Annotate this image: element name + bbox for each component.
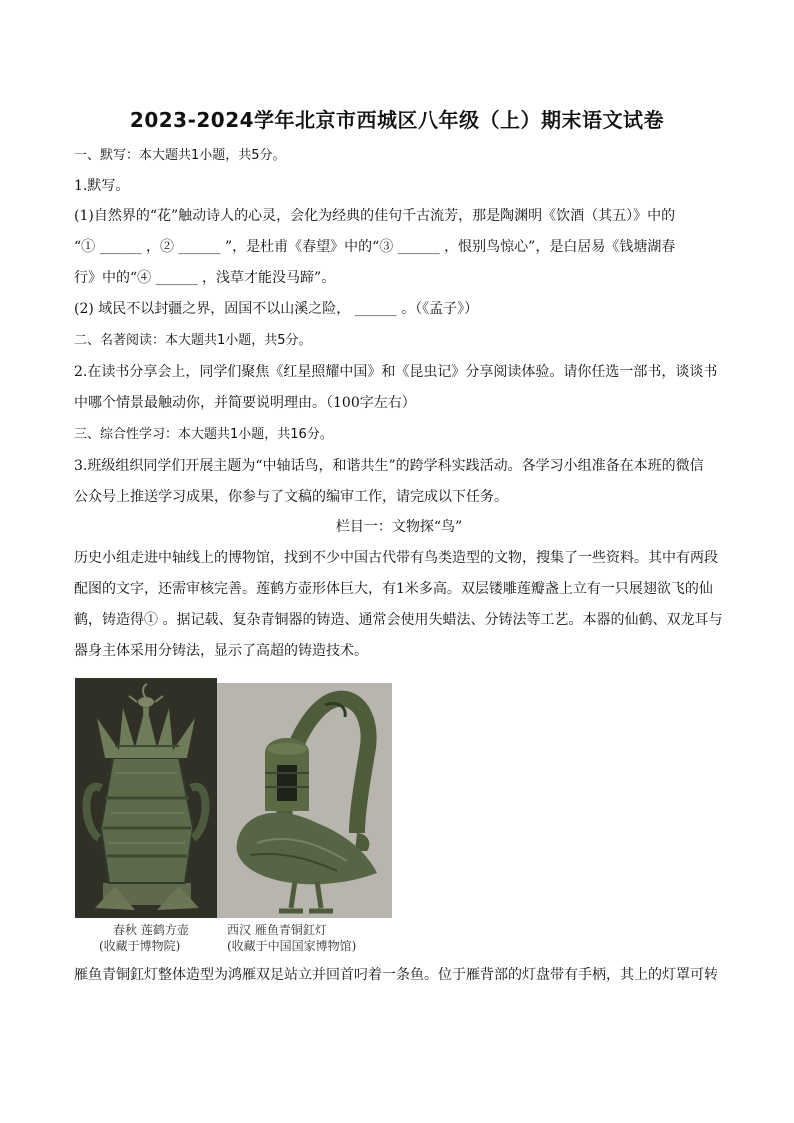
lianhe-fanghu-bronze-vessel-photo bbox=[75, 678, 217, 918]
caption-2-line2: (收藏于中国国家博物馆) bbox=[227, 939, 357, 953]
artifact-figure bbox=[75, 678, 392, 953]
caption-1-line1: 春秋 莲鹤方壶 bbox=[113, 923, 189, 937]
question-2-line1: 2.在读书分享会上，同学们聚焦《红星照耀中国》和《昆虫记》分享阅读体验。请你任选一部书，谈谈书 bbox=[74, 364, 718, 380]
section-heading-2: 二、名著阅读：本大题共1小题，共5分。 bbox=[74, 333, 312, 348]
yanyu-bronze-lamp-photo bbox=[217, 683, 392, 918]
question-1-part1-line3: 行》中的“④ ______ ，浅草才能没马蹄”。 bbox=[74, 270, 336, 286]
page-title: 2023-2024学年北京市西城区八年级（上）期末语文试卷 bbox=[129, 108, 665, 132]
column-heading: 栏目一：文物探“鸟” bbox=[335, 519, 463, 535]
history-para-line3: 鹤，铸造得① 。据记载、复杂青铜器的铸造、通常会使用失蜡法、分铸法等工艺。本器的仙鹤、双龙耳与 bbox=[74, 612, 723, 628]
history-para-line1: 历史小组走进中轴线上的博物馆，找到不少中国古代带有鸟类造型的文物，搜集了一些资料。其中有两段 bbox=[74, 550, 718, 566]
question-1-part1-line2: “① ______ ，② ______ ”，是杜甫《春望》中的“③ ______ ，恨别鸟惊心”，是白居易《钱塘湖春 bbox=[74, 239, 676, 255]
question-1-part2: (2) 域民不以封疆之界，固国不以山溪之险， ______ 。（《孟子》） bbox=[74, 301, 479, 317]
question-1-part1-line1: (1)自然界的“花”触动诗人的心灵，会化为经典的佳句千古流芳，那是陶渊明《饮酒（其五）》中的 bbox=[74, 208, 676, 224]
caption-1-line2: (收藏于博物院) bbox=[99, 939, 181, 953]
history-para-line2: 配图的文字，还需审核完善。莲鹤方壶形体巨大，有1米多高。双层镂雕莲瓣盏上立有一只展翅欲飞的仙 bbox=[74, 581, 713, 597]
question-1-heading: 1.默写。 bbox=[74, 178, 130, 194]
caption-2-line1: 西汉 雁鱼青铜釭灯 bbox=[227, 923, 327, 937]
section-heading-3: 三、综合性学习：本大题共1小题，共16分。 bbox=[74, 427, 333, 442]
question-2-line2: 中哪个情景最触动你，并简要说明理由。（100字左右） bbox=[74, 395, 416, 411]
history-para-line4: 器身主体采用分铸法，显示了高超的铸造技术。 bbox=[74, 643, 368, 659]
question-3-line2: 公众号上推送学习成果，你参与了文稿的编审工作，请完成以下任务。 bbox=[74, 489, 508, 505]
question-3-line1: 3.班级组织同学们开展主题为“中轴话鸟，和谐共生”的跨学科实践活动。各学习小组准备在本班的微信 bbox=[74, 458, 704, 474]
section-heading-1: 一、默写：本大题共1小题，共5分。 bbox=[74, 148, 286, 163]
lamp-para-line1: 雁鱼青铜釭灯整体造型为鸿雁双足站立并回首叼着一条鱼。位于雁背部的灯盘带有手柄，其上的灯罩可转 bbox=[74, 967, 718, 983]
